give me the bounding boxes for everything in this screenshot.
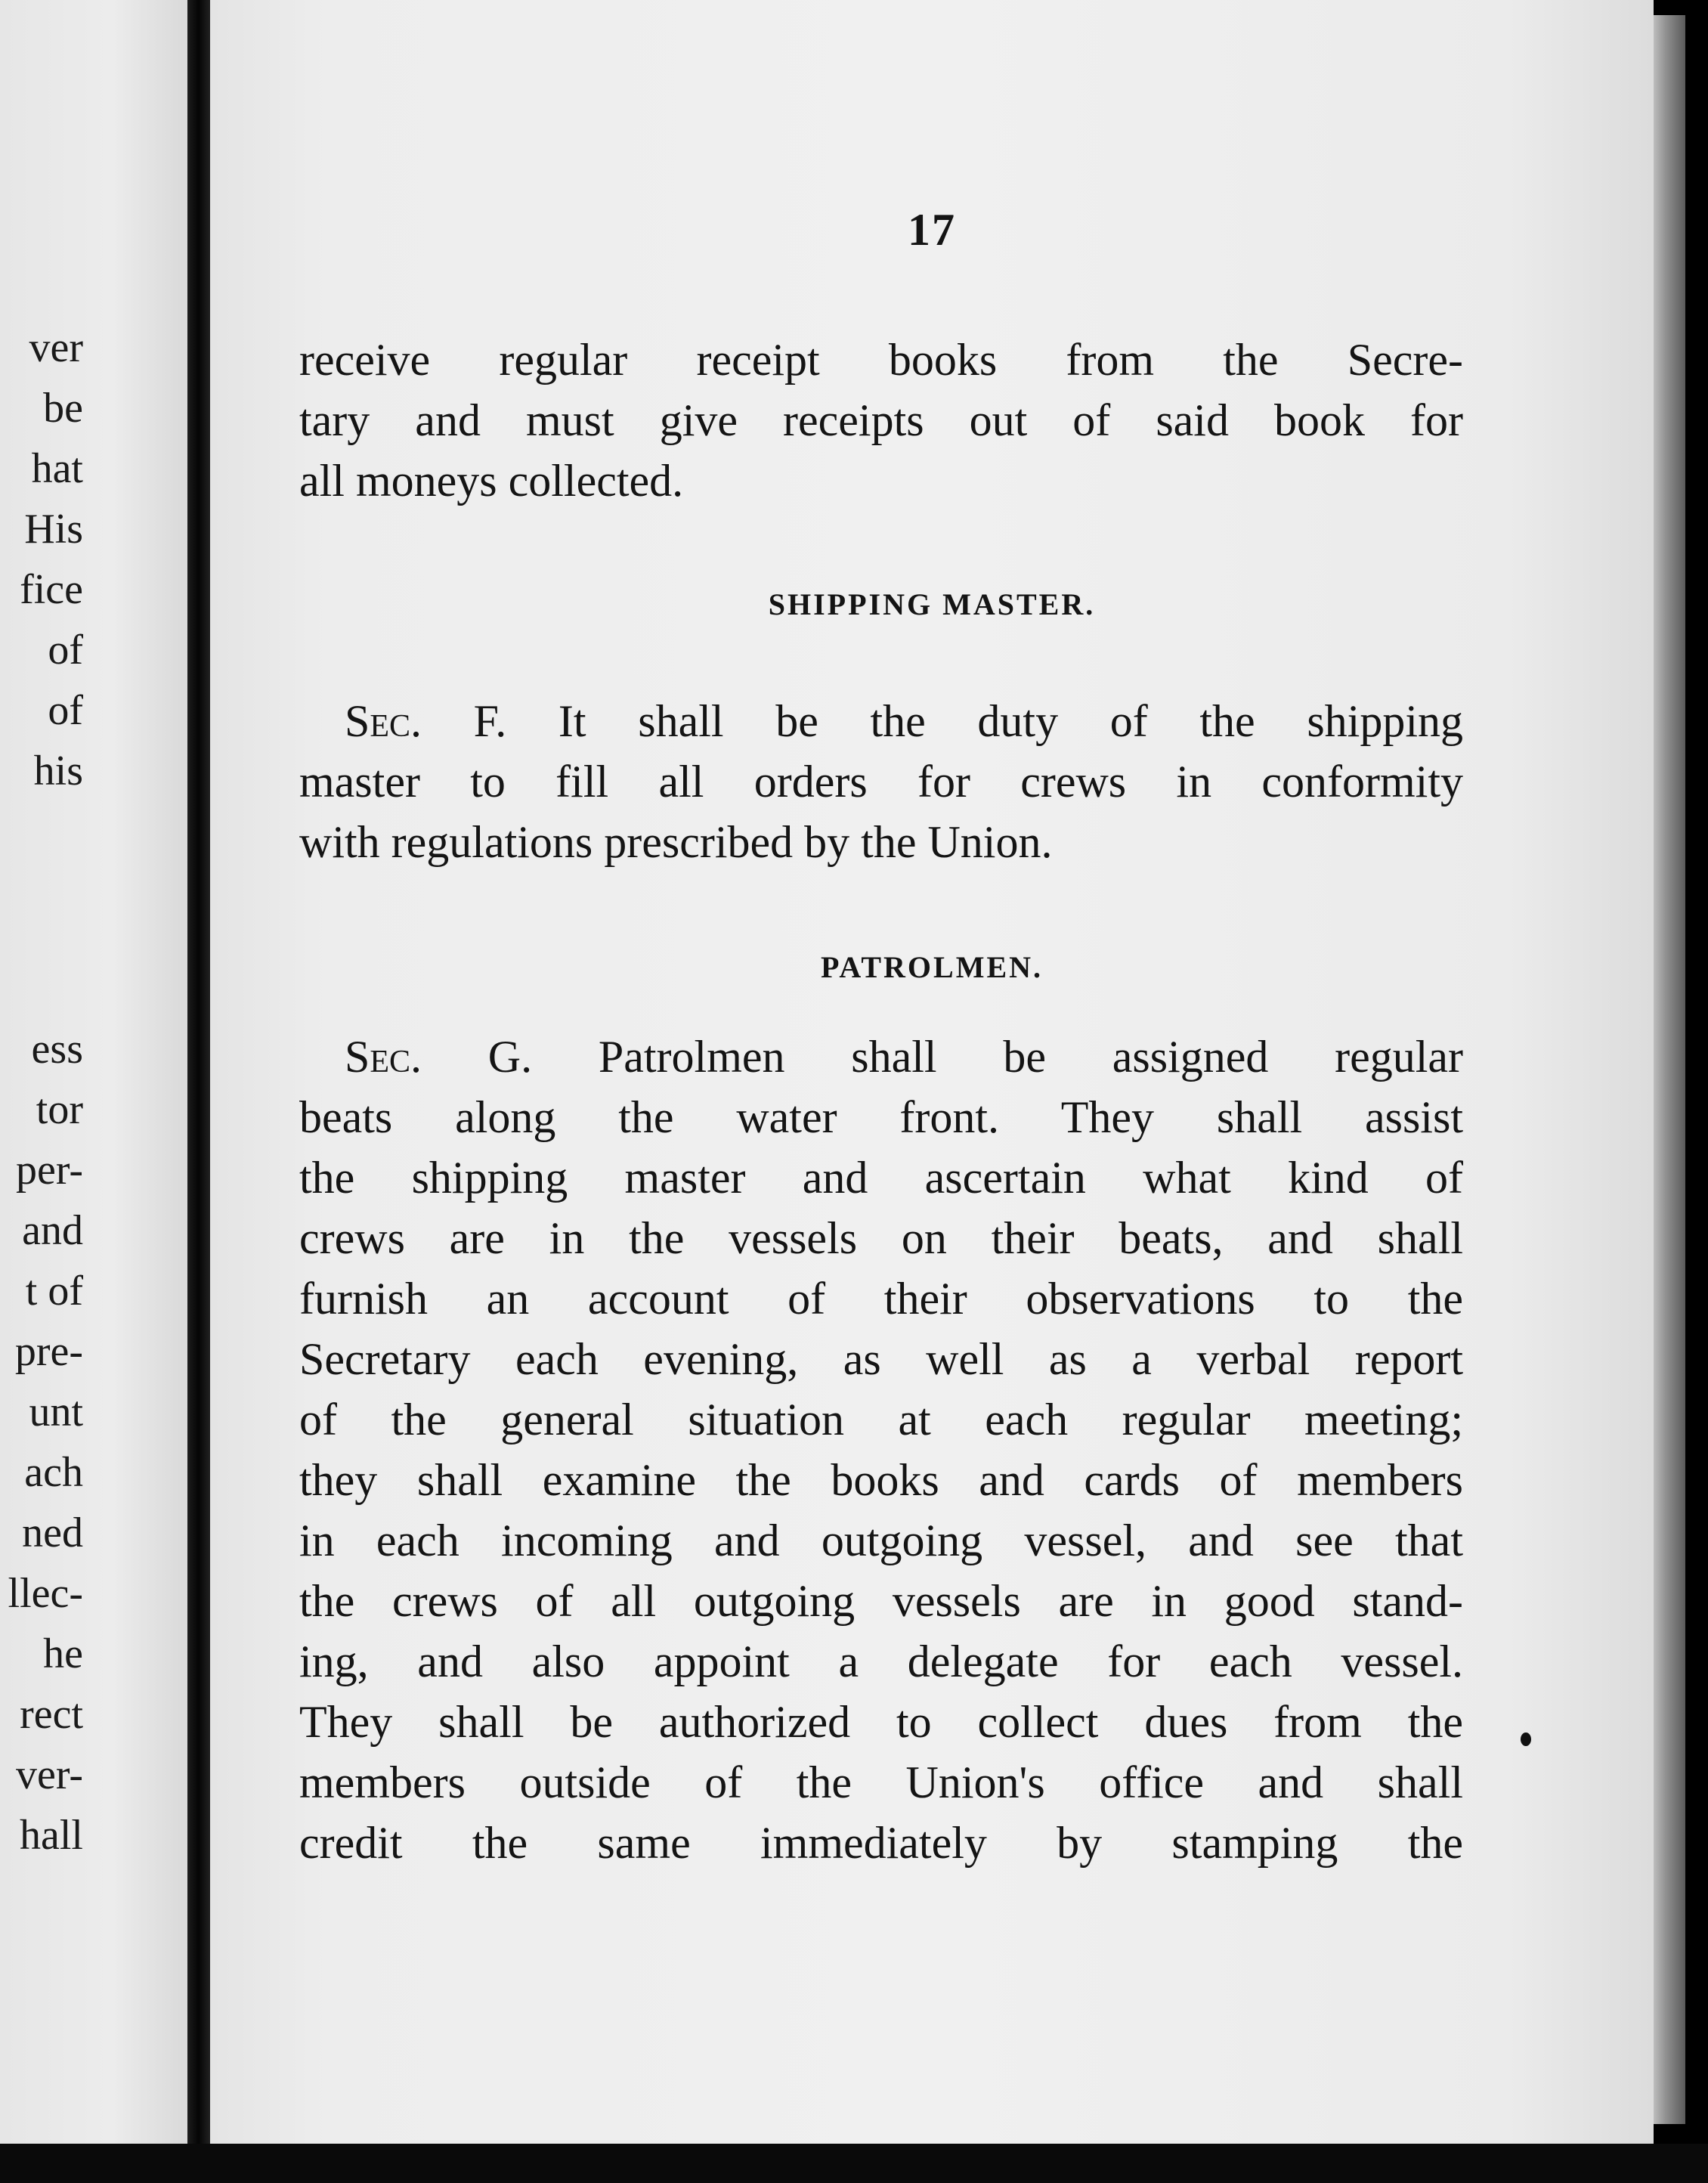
left-page-line: ver-	[15, 1751, 83, 1798]
text-line: They shall be authorized to collect dues from the	[299, 1697, 1463, 1747]
section-label: Sec. F.	[345, 696, 507, 746]
section-g-paragraph	[299, 1026, 1463, 1873]
text-line: all moneys collected.	[299, 456, 684, 506]
text-line: members outside of the Union's office and shall	[299, 1757, 1463, 1807]
text-line: ing, and also appoint a delegate for each vessel.	[299, 1636, 1463, 1686]
left-page-line: t of	[25, 1268, 83, 1314]
section-heading-shipping-master: SHIPPING MASTER.	[768, 587, 1096, 621]
text-line: of the general situation at each regular meeting;	[299, 1395, 1463, 1444]
text-line	[299, 1026, 1463, 1087]
left-page-fragment	[0, 0, 187, 2144]
text-line: beats along the water front. They shall assist	[299, 1092, 1463, 1142]
left-page-line: ned	[22, 1510, 83, 1556]
left-page-line: fice	[20, 566, 83, 613]
left-page-line: his	[33, 748, 83, 794]
text-line: the crews of all outgoing vessels are in good stand-	[299, 1576, 1463, 1626]
text-line: crews are in the vessels on their beats, and shall	[299, 1213, 1463, 1263]
scan-border	[0, 2144, 1708, 2183]
left-page-line: pre-	[14, 1328, 83, 1375]
book-page	[210, 0, 1654, 2144]
text-line	[299, 691, 1463, 751]
text-line: furnish an account of their observations to the	[299, 1274, 1463, 1324]
text-line: credit the same immediately by stamping the	[299, 1818, 1463, 1868]
left-page-line: ess	[31, 1026, 83, 1073]
left-page-line: and	[22, 1207, 83, 1254]
text-line: in each incoming and outgoing vessel, and see that	[299, 1516, 1463, 1565]
page-number: 17	[908, 205, 956, 255]
left-page-line: llec-	[8, 1570, 83, 1617]
left-page-line: per-	[15, 1147, 83, 1194]
text-line: master to fill all orders for crews in conformity	[299, 757, 1463, 807]
text-line: receive regular receipt books from the Secre-	[299, 335, 1463, 385]
text-line: the shipping master and ascertain what kind of	[299, 1153, 1463, 1203]
text-line-content: Patrolmen shall be assigned regular	[598, 1032, 1463, 1082]
left-page-line: unt	[29, 1389, 83, 1435]
intro-paragraph	[299, 330, 1463, 511]
text-line: tary and must give receipts out of said book for	[299, 395, 1463, 445]
left-page-line: of	[48, 627, 83, 673]
left-page-line: he	[43, 1630, 83, 1677]
left-page-line: be	[43, 385, 83, 432]
left-page-line: rect	[20, 1691, 83, 1738]
text-line: they shall examine the books and cards of members	[299, 1455, 1463, 1505]
left-page-line: ver	[29, 324, 83, 371]
page-edge-shadow	[1654, 15, 1685, 2124]
section-heading-patrolmen: PATROLMEN.	[820, 950, 1044, 984]
section-f-paragraph	[299, 691, 1463, 872]
left-page-line: ach	[24, 1449, 83, 1496]
left-page-line: tor	[36, 1086, 83, 1133]
left-page-line: hall	[20, 1812, 83, 1859]
left-page-line: His	[24, 506, 83, 553]
left-page-line: hat	[31, 445, 83, 492]
text-line: Secretary each evening, as well as a verbal report	[299, 1334, 1463, 1384]
section-label: Sec. G.	[345, 1032, 533, 1082]
left-page-line: of	[48, 687, 83, 734]
ink-speck	[1521, 1732, 1531, 1746]
text-line: with regulations prescribed by the Union.	[299, 817, 1053, 867]
book-gutter	[187, 0, 210, 2144]
text-line-content: It shall be the duty of the shipping	[558, 696, 1464, 746]
